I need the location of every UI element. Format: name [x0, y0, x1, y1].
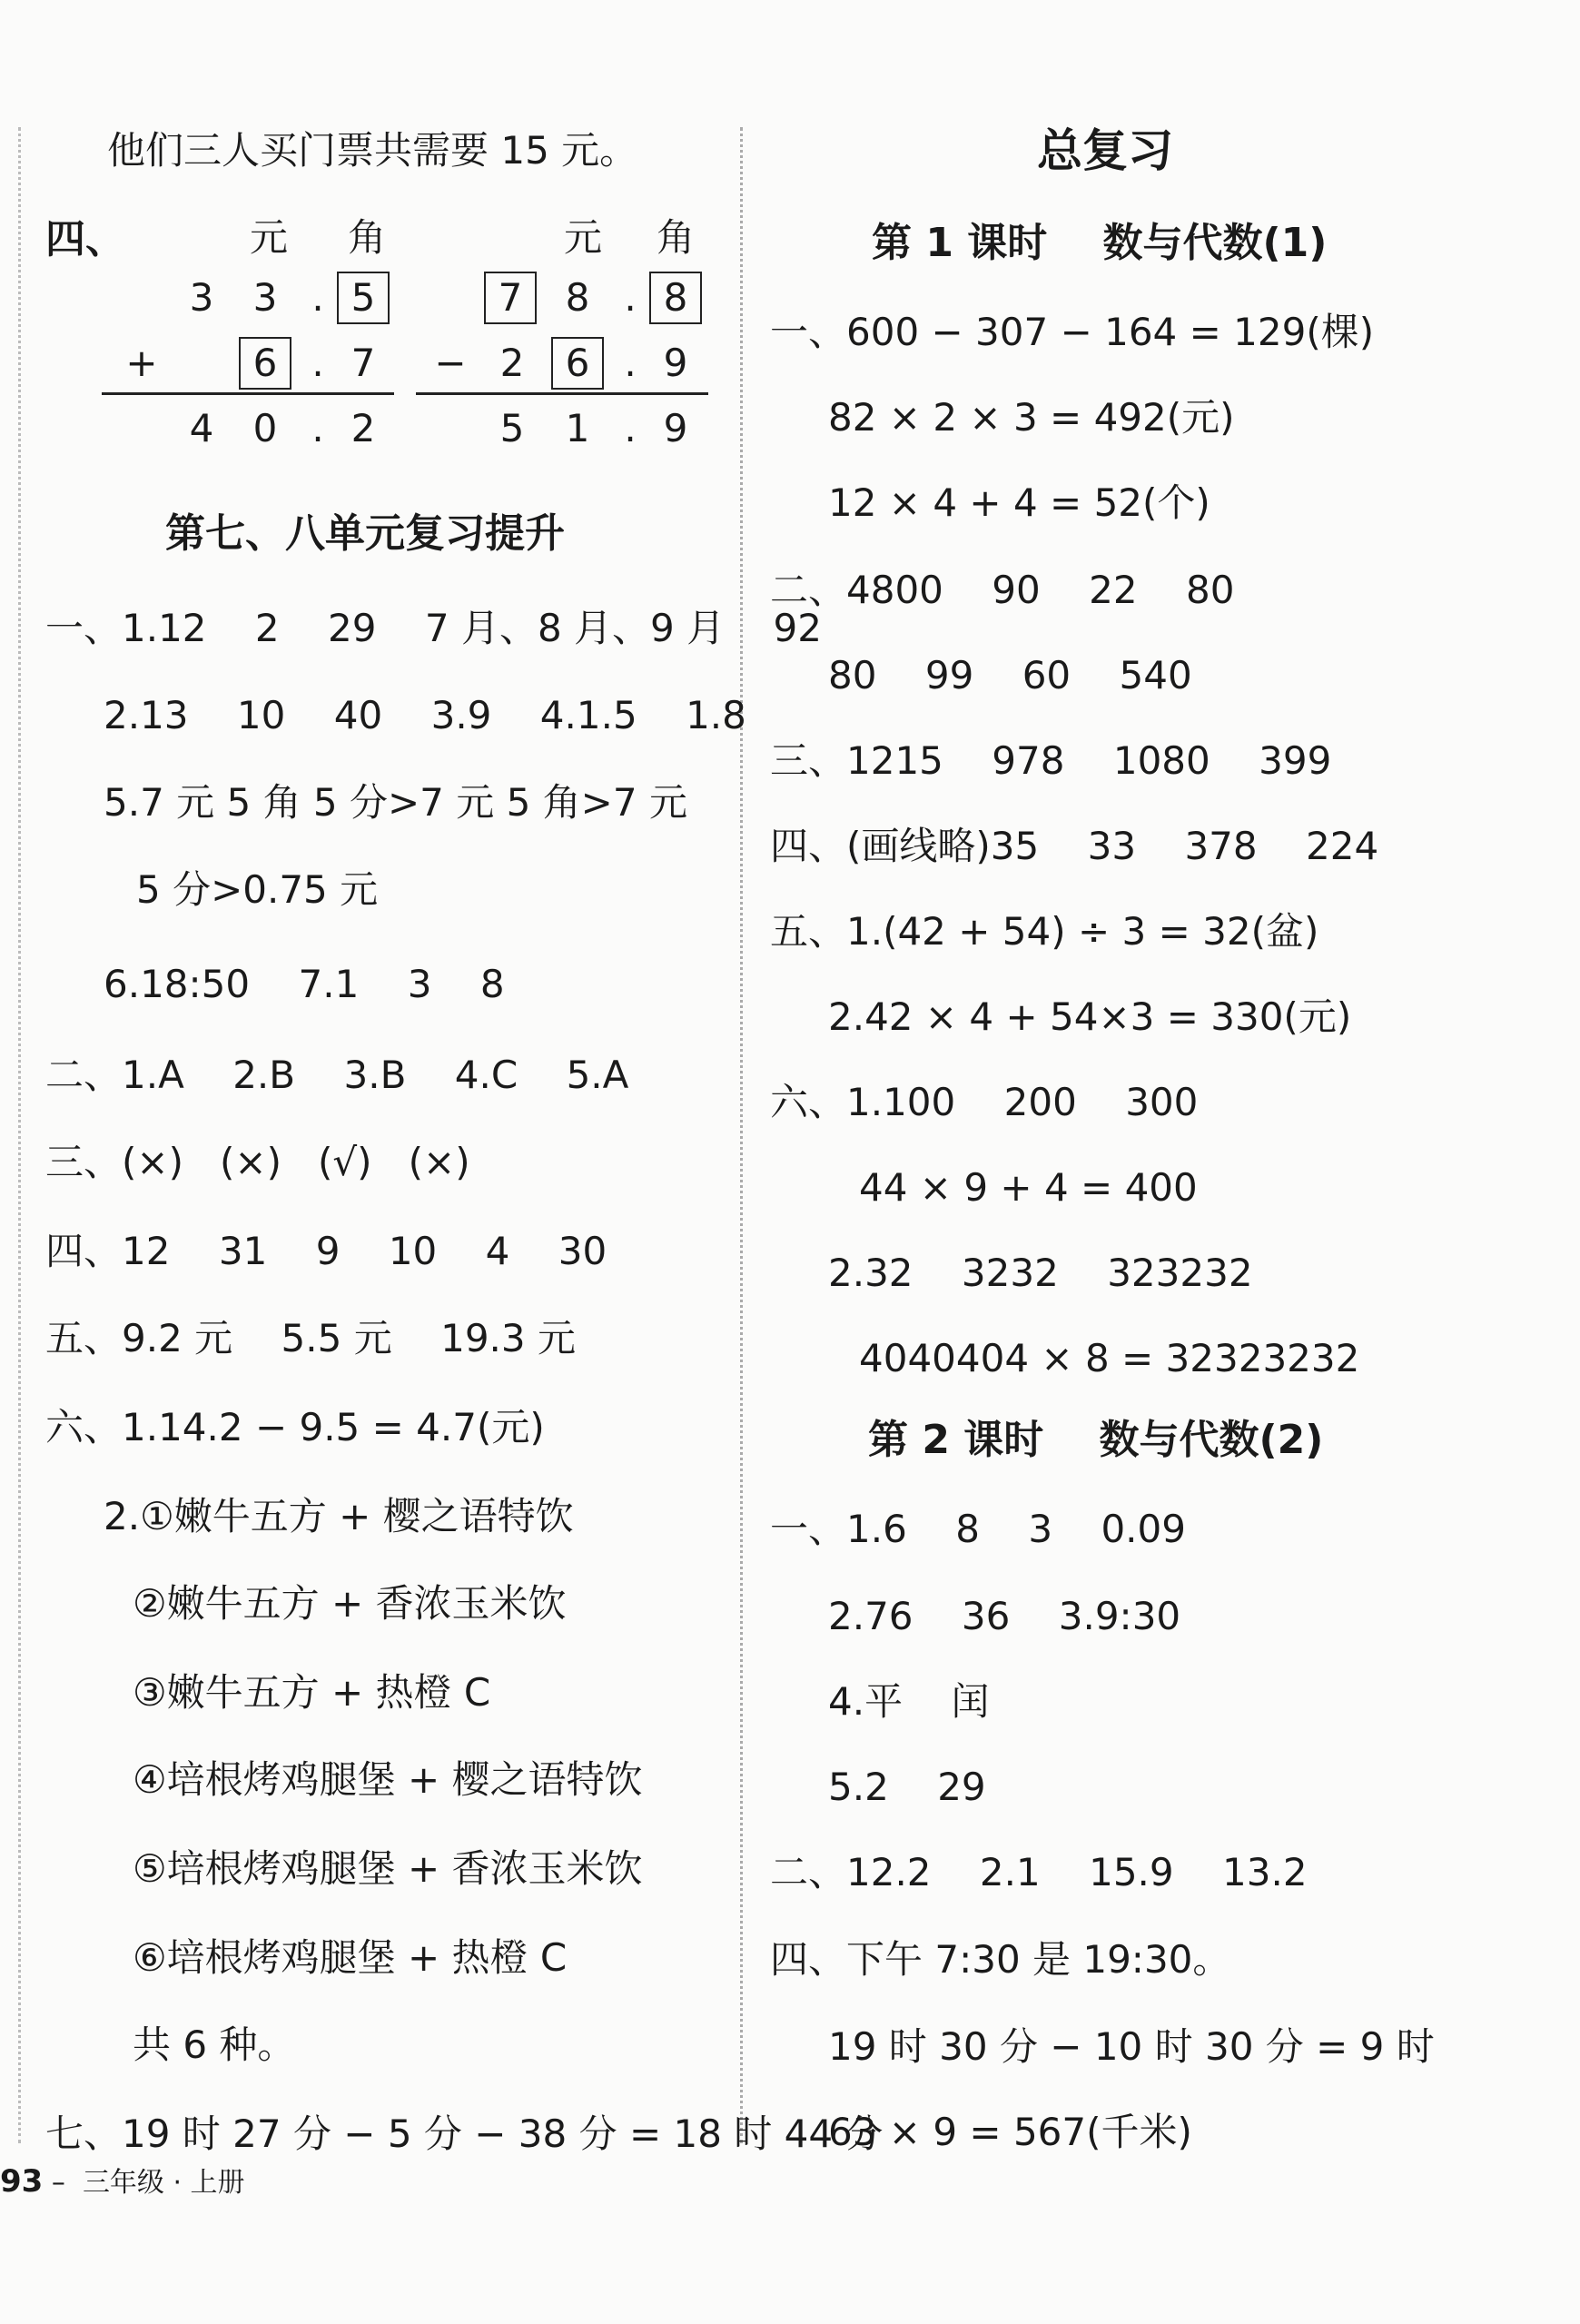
digit: 1 [565, 406, 590, 450]
answer-line: 共 6 种。 [133, 2022, 296, 2067]
digit: 5 [499, 406, 525, 450]
difference-rule [416, 392, 708, 395]
section-title-units-7-8: 第七、八单元复习提升 [165, 510, 565, 557]
answer-line: 五、1.(42 + 54) ÷ 3 = 32(盆) [770, 909, 1319, 954]
answer-line: ④培根烤鸡腿堡 + 樱之语特饮 [133, 1757, 643, 1802]
answer-line: 四、12 31 9 10 4 30 [45, 1229, 607, 1273]
digit: 2 [351, 406, 376, 450]
answer-line: ③嫩牛五方 + 热橙 C [133, 1670, 491, 1715]
decimal-point: . [311, 406, 324, 450]
answer-line: 二、4800 90 22 80 [770, 568, 1235, 612]
digit: 6 [252, 341, 278, 385]
answer-line: 三、(×) (×) (√) (×) [45, 1140, 470, 1184]
answer-line: ⑤培根烤鸡腿堡 + 香浓玉米饮 [133, 1846, 643, 1891]
footer-dash: – [43, 2167, 83, 2199]
answer-line: 44 × 9 + 4 = 400 [859, 1165, 1198, 1210]
answer-line: 4040404 × 8 = 32323232 [859, 1336, 1360, 1380]
answer-line: 一、1.6 8 3 0.09 [770, 1507, 1186, 1551]
answer-line: 5 分>0.75 元 [136, 867, 379, 912]
decimal-point: . [311, 275, 324, 320]
answer-line: 6.18:50 7.1 3 8 [104, 962, 505, 1006]
answer-line: 二、12.2 2.1 15.9 13.2 [770, 1850, 1308, 1894]
digit: 6 [565, 341, 590, 385]
page-number: 93 [0, 2163, 44, 2200]
q4-label: 四、 [45, 216, 125, 262]
answer-line: 五、9.2 元 5.5 元 19.3 元 [45, 1316, 576, 1360]
unit-yuan: 元 [249, 215, 288, 260]
answer-line: 80 99 60 540 [828, 653, 1192, 697]
lesson-1-heading: 第 1 课时 数与代数(1) [872, 220, 1328, 266]
unit-yuan: 元 [563, 215, 602, 260]
answer-line: ⑥培根烤鸡腿堡 + 热橙 C [133, 1935, 568, 1980]
answer-line: 四、下午 7:30 是 19:30。 [770, 1937, 1231, 1982]
review-title: 总复习 [1037, 124, 1173, 177]
answer-line: 一、600 − 307 − 164 = 129(棵) [770, 310, 1375, 354]
unit-jiao: 角 [347, 215, 386, 260]
digit: 3 [189, 275, 214, 320]
column-divider [740, 127, 743, 2143]
answer-line: 六、1.14.2 − 9.5 = 4.7(元) [45, 1405, 545, 1449]
answer-line: 一、1.12 2 29 7 月、8 月、9 月 92 [45, 606, 822, 650]
answer-line: 四、(画线略)35 33 378 224 [770, 824, 1379, 868]
page-footer [0, 2163, 245, 2201]
answer-line: 12 × 4 + 4 = 52(个) [828, 480, 1210, 525]
answer-line: 82 × 2 × 3 = 492(元) [828, 395, 1235, 440]
digit: 0 [252, 406, 278, 450]
decimal-point: . [311, 341, 324, 385]
unit-jiao: 角 [656, 215, 695, 260]
digit: 8 [565, 275, 590, 320]
minus-sign: − [434, 341, 467, 385]
answer-line: 二、1.A 2.B 3.B 4.C 5.A [45, 1053, 629, 1097]
answer-line: 2.32 3232 323232 [828, 1251, 1253, 1295]
left-top-line: 他们三人买门票共需要 15 元。 [107, 128, 638, 173]
digit: 9 [663, 341, 688, 385]
answer-line: 2.42 × 4 + 54×3 = 330(元) [828, 994, 1352, 1039]
answer-line: 六、1.100 200 300 [770, 1080, 1199, 1124]
sum-rule [102, 392, 394, 395]
digit: 7 [498, 275, 523, 320]
answer-line: 2.76 36 3.9:30 [828, 1594, 1181, 1638]
answer-line: 三、1215 978 1080 399 [770, 738, 1332, 783]
answer-line: 2.13 10 40 3.9 4.1.5 1.8 [104, 693, 746, 737]
decimal-point: . [624, 341, 637, 385]
decimal-point: . [624, 275, 637, 320]
left-margin-rule [18, 127, 21, 2143]
answer-line: 七、19 时 27 分 − 5 分 − 38 分 = 18 时 44 分 [45, 2111, 884, 2156]
answer-line: 19 时 30 分 − 10 时 30 分 = 9 时 [828, 2024, 1435, 2069]
digit: 5 [351, 275, 376, 320]
digit: 9 [663, 406, 688, 450]
answer-line: 5.7 元 5 角 5 分>7 元 5 角>7 元 [104, 780, 687, 825]
answer-line: 5.2 29 [828, 1765, 986, 1809]
digit: 4 [189, 406, 214, 450]
digit: 2 [499, 341, 525, 385]
digit: 3 [252, 275, 278, 320]
plus-sign: + [125, 341, 158, 385]
digit: 8 [663, 275, 688, 320]
answer-line: 63 × 9 = 567(千米) [828, 2110, 1192, 2154]
answer-line: ②嫩牛五方 + 香浓玉米饮 [133, 1581, 567, 1626]
grade-label: 三年级 · 上册 [82, 2167, 245, 2199]
lesson-2-heading: 第 2 课时 数与代数(2) [868, 1417, 1324, 1463]
answer-line: 4.平 闰 [828, 1679, 990, 1724]
decimal-point: . [624, 406, 637, 450]
digit: 7 [351, 341, 376, 385]
answer-line: 2.①嫩牛五方 + 樱之语特饮 [104, 1494, 574, 1538]
